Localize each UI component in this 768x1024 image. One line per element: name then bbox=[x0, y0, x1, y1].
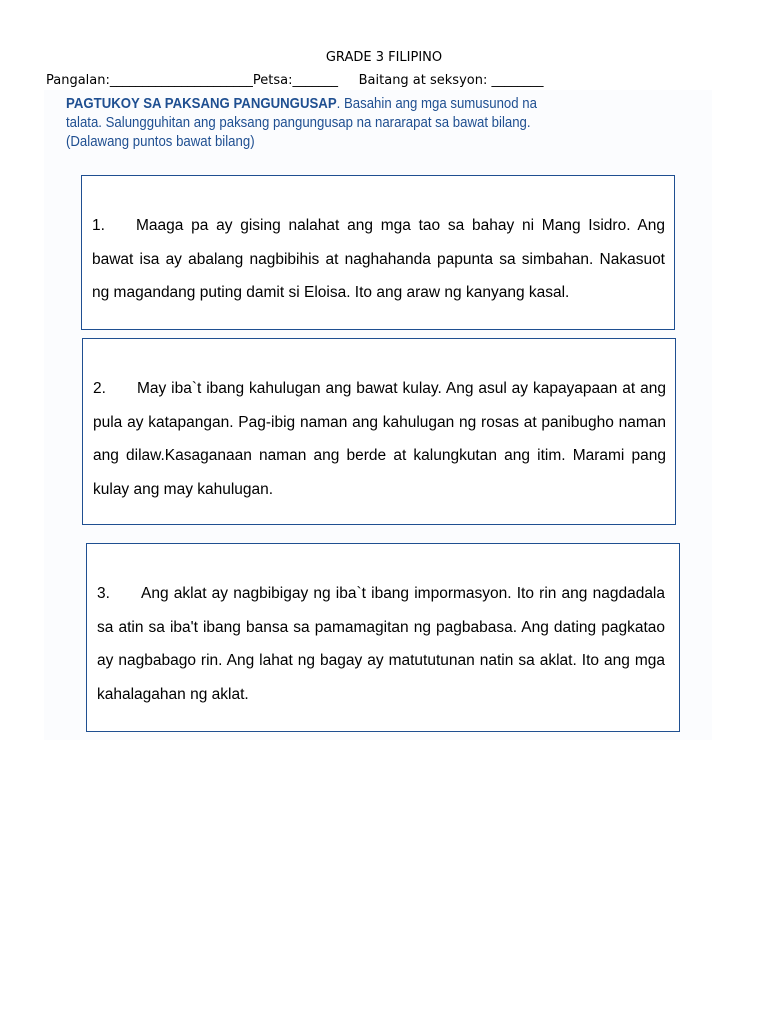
paragraph-1 bbox=[92, 209, 665, 310]
paragraph-text: May iba`t ibang kahulugan ang bawat kulay. Ang asul ay kapayapaan at ang pula ay katapangan. Pag-ibig naman ang kahulugan ng rosas at panibugho naman ang dilaw.Kasaganaan naman ang berde at kalungkutan ang itim. Marami pang kulay ang may kahulugan. bbox=[93, 380, 666, 498]
instructions-heading: PAGTUKOY SA PAKSANG PANGUNGUSAP bbox=[66, 95, 337, 112]
paragraph-text: Ang aklat ay nagbibigay ng iba`t ibang impormasyon. Ito rin ang nagdadala sa atin sa iba't ibang bansa sa pamamagitan ng pagbabasa. Ang dating pagkatao ay nagbabago rin. Ang lahat ng bagay ay matututunan natin sa aklat. Ito ang mga kahalagahan ng aklat. bbox=[97, 585, 665, 703]
paragraph-number: 2. bbox=[93, 380, 106, 397]
paragraph-box-2 bbox=[82, 338, 676, 525]
paragraph-box-3 bbox=[86, 543, 680, 732]
instructions-text: . Basahin ang mga sumusunod na talata. Salungguhitan ang paksang pangungusap na nararapat sa bawat bilang. (Dalawang puntos bawat bilang) bbox=[66, 95, 537, 150]
paragraph-number: 3. bbox=[97, 585, 110, 602]
instructions bbox=[66, 94, 559, 151]
page-title: GRADE 3 FILIPINO bbox=[325, 50, 443, 65]
paragraph-box-1 bbox=[81, 175, 675, 330]
paragraph-3 bbox=[97, 577, 665, 711]
paragraph-2 bbox=[93, 372, 666, 506]
student-info-line: Pangalan:______________________Petsa:_______ Baitang at seksyon: ________ bbox=[46, 73, 544, 88]
paragraph-text: Maaga pa ay gising nalahat ang mga tao sa bahay ni Mang Isidro. Ang bawat isa ay abalang nagbibihis at naghahanda papunta sa simbahan. Nakasuot ng magandang puting damit si Eloisa. Ito ang araw ng kanyang kasal. bbox=[92, 217, 665, 301]
paragraph-number: 1. bbox=[92, 217, 105, 234]
